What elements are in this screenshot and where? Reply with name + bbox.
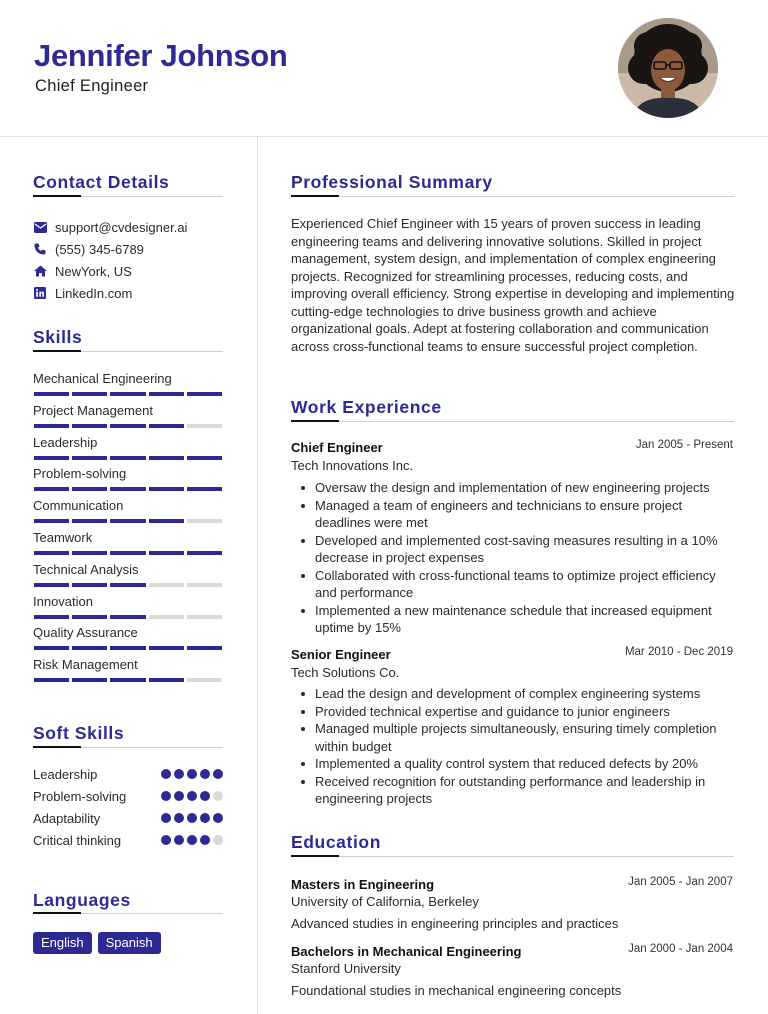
job-company: Tech Solutions Co. <box>291 665 400 680</box>
skill-name: Risk Management <box>33 657 138 673</box>
skill-level-segment <box>187 456 222 460</box>
soft-skill-name: Leadership <box>33 767 98 782</box>
job-bullet: Provided technical expertise and guidance to junior engineers <box>298 703 738 721</box>
skill-level-bar <box>34 551 222 555</box>
skill-level-segment <box>187 615 222 619</box>
skill-level-segment <box>72 615 107 619</box>
contact-linkedin-text: LinkedIn.com <box>55 285 133 301</box>
skill-level-bar <box>34 646 222 650</box>
skill-level-segment <box>149 424 184 428</box>
job-bullets <box>298 685 738 808</box>
skill-level-segment <box>187 487 222 491</box>
candidate-role: Chief Engineer <box>35 77 149 95</box>
candidate-name: Jennifer Johnson <box>34 38 288 73</box>
skills-section-title: Skills <box>33 327 83 347</box>
skill-level-bar <box>34 615 222 619</box>
job-bullet: Received recognition for outstanding performance and leadership in engineering projects <box>298 773 738 808</box>
skill-level-segment <box>72 583 107 587</box>
languages-section-title: Languages <box>33 890 131 910</box>
job-bullet: Managed multiple projects simultaneously, ensuring timely completion within budget <box>298 720 738 755</box>
languages-list <box>33 932 161 954</box>
contact-location <box>33 262 132 280</box>
summary-section-title: Professional Summary <box>291 172 493 192</box>
contact-email-text: support@cvdesigner.ai <box>55 219 188 235</box>
rating-dot <box>161 769 171 779</box>
soft-skill-row <box>33 833 223 849</box>
skill-level-segment <box>72 424 107 428</box>
edu-school: Stanford University <box>291 961 401 976</box>
job-company: Tech Innovations Inc. <box>291 458 414 473</box>
skill-level-segment <box>187 678 222 682</box>
skill-level-segment <box>149 456 184 460</box>
skill-level-segment <box>149 678 184 682</box>
skill-level-segment <box>149 615 184 619</box>
summary-text: Experienced Chief Engineer with 15 years of proven success in leading engineering teams and delivering innovative solutions. Skilled in project management, system design, and implementation of complex engineering projects. Recognized for streamlining processes, reducing costs, and improving overall efficiency. Strong expertise in developing and implementing cutting-edge technologies to drive business growth and achieve organizational goals. Adept at fostering collaboration and communication across cross-functional teams to ensure successful project completion. <box>291 216 735 354</box>
job-bullet: Lead the design and development of complex engineering systems <box>298 685 738 703</box>
skill-level-segment <box>34 551 69 555</box>
soft-skill-row <box>33 811 223 827</box>
contact-linkedin[interactable] <box>33 284 132 302</box>
rating-dot <box>174 791 184 801</box>
job-title: Senior Engineer <box>291 647 391 662</box>
rating-dot <box>187 835 197 845</box>
skill-level-bar <box>34 487 222 491</box>
job-bullet: Developed and implemented cost-saving measures resulting in a 10% decrease in project expenses <box>298 532 738 567</box>
profile-photo-image <box>618 18 718 118</box>
skill-level-segment <box>187 392 222 396</box>
skill-name: Innovation <box>33 593 93 609</box>
job-date: Jan 2005 - Present <box>635 439 733 451</box>
soft-skill-rating <box>161 813 223 823</box>
contact-email[interactable] <box>33 218 187 236</box>
skill-level-segment <box>34 456 69 460</box>
column-divider <box>257 137 258 1014</box>
home-icon <box>33 264 47 278</box>
skill-level-segment <box>110 646 145 650</box>
edu-description: Foundational studies in mechanical engineering concepts <box>291 983 622 998</box>
skill-level-segment <box>72 519 107 523</box>
skill-level-segment <box>72 487 107 491</box>
skill-level-segment <box>110 487 145 491</box>
skill-level-segment <box>72 456 107 460</box>
skill-level-segment <box>110 456 145 460</box>
rating-dot <box>187 769 197 779</box>
skill-level-segment <box>72 392 107 396</box>
linkedin-icon <box>33 286 47 300</box>
resume-header <box>0 0 768 137</box>
skill-name: Communication <box>33 498 124 514</box>
edu-school: University of California, Berkeley <box>291 894 479 909</box>
skill-level-bar <box>34 678 222 682</box>
contact-section-title: Contact Details <box>33 172 170 192</box>
soft-skill-rating <box>161 791 223 801</box>
job-date: Mar 2010 - Dec 2019 <box>624 646 733 658</box>
skill-level-segment <box>187 551 222 555</box>
skill-level-segment <box>34 615 69 619</box>
rating-dot <box>187 813 197 823</box>
skill-level-segment <box>110 392 145 396</box>
rating-dot <box>161 813 171 823</box>
language-badge: English <box>33 932 92 954</box>
rating-dot <box>200 835 210 845</box>
soft-skill-name: Adaptability <box>33 811 101 826</box>
rating-dot <box>187 791 197 801</box>
soft-skill-rating <box>161 769 223 779</box>
skill-level-bar <box>34 456 222 460</box>
skill-level-segment <box>72 678 107 682</box>
skill-level-bar <box>34 424 222 428</box>
skill-name: Leadership <box>33 434 98 450</box>
skill-level-segment <box>187 424 222 428</box>
skill-level-segment <box>72 646 107 650</box>
skill-level-segment <box>72 551 107 555</box>
skill-level-bar <box>34 392 222 396</box>
job-bullet: Oversaw the design and implementation of new engineering projects <box>298 479 738 497</box>
experience-section-title: Work Experience <box>291 397 442 417</box>
contact-section-rule <box>33 196 223 197</box>
education-section-title: Education <box>291 832 381 852</box>
soft-skills-section-rule <box>33 747 223 748</box>
skill-level-segment <box>149 519 184 523</box>
rating-dot <box>174 813 184 823</box>
skill-level-segment <box>187 646 222 650</box>
rating-dot <box>213 769 223 779</box>
experience-section-rule <box>291 421 734 422</box>
language-badge: Spanish <box>98 932 161 954</box>
skill-level-segment <box>110 519 145 523</box>
skill-level-segment <box>34 519 69 523</box>
edu-date: Jan 2000 - Jan 2004 <box>628 943 733 955</box>
rating-dot <box>174 769 184 779</box>
education-section-rule <box>291 856 734 857</box>
soft-skill-name: Critical thinking <box>33 833 122 848</box>
skill-level-segment <box>110 583 145 587</box>
profile-photo <box>618 18 718 118</box>
envelope-icon <box>33 220 47 234</box>
skill-level-segment <box>34 487 69 491</box>
job-bullet: Managed a team of engineers and technicians to ensure project deadlines were met <box>298 497 738 532</box>
phone-icon <box>33 242 47 256</box>
skill-name: Teamwork <box>33 530 93 545</box>
job-bullets <box>298 479 738 637</box>
skill-level-segment <box>149 487 184 491</box>
job-title: Chief Engineer <box>291 440 383 455</box>
rating-dot <box>213 835 223 845</box>
rating-dot <box>200 813 210 823</box>
edu-date: Jan 2005 - Jan 2007 <box>628 876 733 888</box>
rating-dot <box>213 791 223 801</box>
rating-dot <box>200 791 210 801</box>
edu-degree: Bachelors in Mechanical Engineering <box>291 944 522 959</box>
skill-level-segment <box>34 583 69 587</box>
job-bullet: Collaborated with cross-functional teams to optimize project efficiency and performance <box>298 567 738 602</box>
skill-level-segment <box>110 551 145 555</box>
skill-level-segment <box>149 583 184 587</box>
skill-level-segment <box>110 424 145 428</box>
skill-level-segment <box>110 615 145 619</box>
skill-name: Project Management <box>33 402 153 418</box>
rating-dot <box>174 835 184 845</box>
skill-level-segment <box>149 551 184 555</box>
skill-name: Problem-solving <box>33 466 127 482</box>
job-bullet: Implemented a quality control system that reduced defects by 20% <box>298 755 738 773</box>
soft-skill-row <box>33 767 223 783</box>
skill-name: Quality Assurance <box>33 625 138 641</box>
soft-skill-name: Problem-solving <box>33 789 127 804</box>
skill-level-segment <box>149 646 184 650</box>
contact-phone-text: (555) 345-6789 <box>55 241 144 257</box>
skill-level-bar <box>34 519 222 523</box>
soft-skill-rating <box>161 835 223 845</box>
edu-degree: Masters in Engineering <box>291 877 435 892</box>
soft-skill-row <box>33 789 223 805</box>
skill-level-segment <box>34 392 69 396</box>
summary-section-rule <box>291 196 734 197</box>
rating-dot <box>200 769 210 779</box>
skill-level-segment <box>187 583 222 587</box>
rating-dot <box>161 791 171 801</box>
job-bullet: Implemented a new maintenance schedule that increased equipment uptime by 15% <box>298 602 738 637</box>
skill-level-segment <box>34 646 69 650</box>
contact-location-text: NewYork, US <box>55 263 132 279</box>
skill-name: Technical Analysis <box>33 561 139 577</box>
skills-section-rule <box>33 351 223 352</box>
skill-level-bar <box>34 583 222 587</box>
skill-level-segment <box>110 678 145 682</box>
skill-level-segment <box>149 392 184 396</box>
contact-phone[interactable] <box>33 240 144 258</box>
rating-dot <box>213 813 223 823</box>
languages-section-rule <box>33 913 223 914</box>
skill-level-segment <box>187 519 222 523</box>
skill-level-segment <box>34 424 69 428</box>
skill-name: Mechanical Engineering <box>33 371 172 386</box>
skill-level-segment <box>34 678 69 682</box>
soft-skills-section-title: Soft Skills <box>33 723 125 743</box>
edu-description: Advanced studies in engineering principles and practices <box>291 916 619 931</box>
rating-dot <box>161 835 171 845</box>
